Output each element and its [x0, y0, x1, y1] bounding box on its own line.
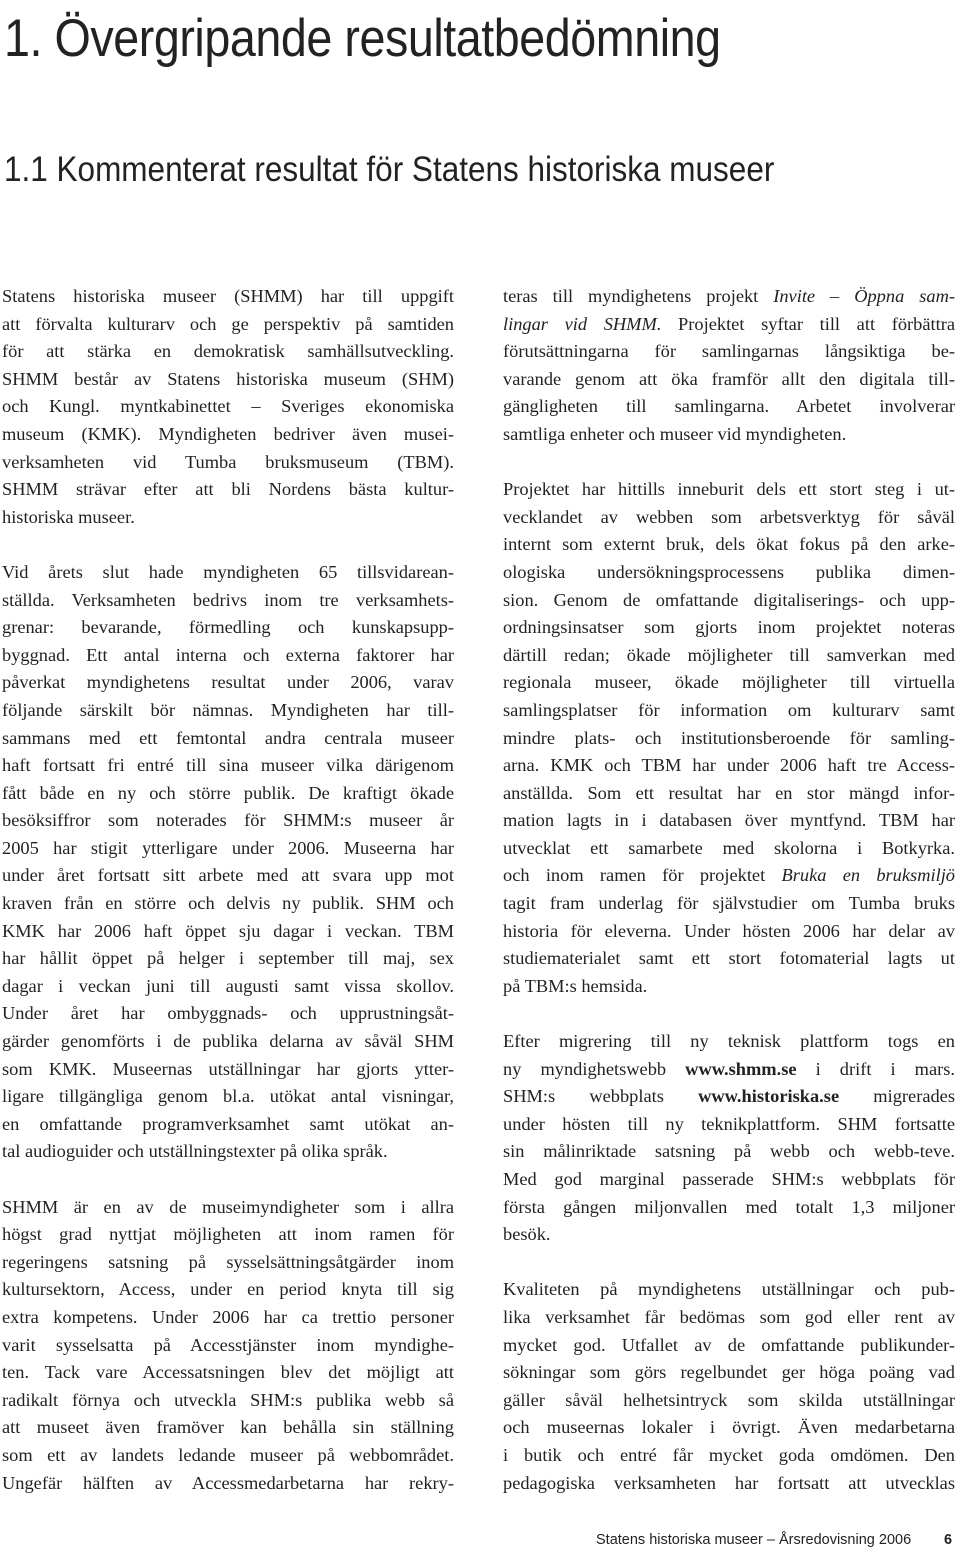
left-column [2, 283, 454, 1525]
page-footer [596, 1532, 956, 1548]
text-line: internt som externt bruk, dels ökat fokus på den arke- [503, 534, 955, 555]
text-line: historiska museer. [2, 506, 135, 527]
text-line: därtill redan; ökade möjligheter till samverkan med [503, 644, 955, 665]
text-line: gängligheten till samlingarna. Arbetet involverar [503, 396, 955, 417]
text-line: för att stärka en demokratisk samhällsutveckling. [2, 341, 454, 362]
footer-text: Statens historiska museer – Årsredovisning 2006 [596, 1532, 912, 1548]
text-line: har hållit öppet på helger i september till maj, sex [2, 948, 454, 969]
text-line: att förvalta kulturarv och ge perspektiv på samtiden [2, 313, 454, 334]
project-name: Bruka en bruksmiljö [781, 865, 955, 886]
text-line: förutsättningarna för samlingarnas långsiktiga be- [503, 341, 955, 362]
text-line: lingar vid SHMM. Projektet syftar till att förbättra [503, 313, 955, 334]
text-line: dagar i veckan juni till augusti samt vissa skollov. [2, 975, 454, 996]
text-line: följande särskilt bör nämnas. Myndigheten har till- [2, 699, 454, 720]
text-line: historia för eleverna. Under hösten 2006 har delar av [503, 920, 955, 941]
text-line: och inom ramen för projektet Bruka en bruksmiljö [503, 865, 955, 886]
right-column [503, 283, 955, 1525]
page-title: 1. Övergripande resultatbedömning [4, 9, 721, 68]
text-line: vecklandet av webben som arbetsverktyg för såväl [503, 506, 955, 527]
project-name: Invite – Öppna sam- [773, 286, 955, 306]
text-line: ställda. Verksamheten bedrivs inom tre verksamhets- [2, 589, 454, 610]
text-line: som ett av landets ledande museer på webbområdet. [2, 1444, 454, 1465]
url-shmm: www.shmm.se [685, 1058, 797, 1079]
text-line: haft fortsatt fri entré till sina museer vilka därigenom [2, 755, 454, 776]
text-line: KMK har 2006 haft öppet sju dagar i veckan. TBM [2, 920, 454, 941]
text-line: samtliga enheter och museer vid myndigheten. [503, 423, 847, 444]
text-line: mycket god. Utfallet av de omfattande publikunder- [503, 1334, 955, 1355]
text-line: som KMK. Museernas utställningar har gjorts ytter- [2, 1058, 454, 1079]
text-line: kultursektorn, Access, under en period knyta till sig [2, 1279, 454, 1300]
text-line: SHMM består av Statens historiska museum (SHM) [2, 368, 454, 389]
text-line: påverkat myndighetens resultat under 2006, varav [2, 672, 454, 693]
text-line: på TBM:s hemsida. [503, 975, 648, 996]
paragraph-intro [2, 283, 454, 531]
text-line: ologiska undersökningsprocessens publika dimen- [503, 561, 955, 582]
page-number: 6 [944, 1532, 953, 1548]
text-line: och museernas lokaler i övrigt. Även medarbetarna [503, 1417, 955, 1438]
text-line: under året fortsatt sitt arbete med att svara upp mot [2, 865, 454, 886]
url-historiska: www.historiska.se [698, 1086, 840, 1107]
text-line: och Kungl. myntkabinettet – Sveriges ekonomiska [2, 396, 454, 417]
text-line: Vid årets slut hade myndigheten 65 tillsvidarean- [2, 561, 454, 582]
paragraph-invite-project [503, 283, 955, 449]
text-line: SHMM strävar efter att bli Nordens bästa kultur- [2, 479, 454, 500]
text-line: ny myndighetswebb www.shmm.se i drift i mars. [503, 1058, 955, 1079]
text-line: radikalt förnya och utveckla SHM:s publika webb så [2, 1389, 454, 1410]
paragraph-access [2, 1194, 454, 1498]
text-line: ligare tillgängliga genom bl.a. utökat antal visningar, [2, 1086, 454, 1107]
text-line: byggnad. Ett antal interna och externa faktorer har [2, 644, 454, 665]
paragraph-web-migration [503, 1028, 955, 1249]
text-line: verksamheten vid Tumba bruksmuseum (TBM). [2, 451, 454, 472]
text-line: SHMM är en av de museimyndigheter som i allra [2, 1196, 454, 1217]
text-line: mation lagts in i databasen över myntfynd. TBM har [503, 810, 955, 831]
text-line: första gången miljonvallen med totalt 1,3 miljoner [503, 1196, 955, 1217]
text-line: varande genom att öka framför allt den digitala till- [503, 368, 955, 389]
section-heading: 1.1 Kommenterat resultat för Statens historiska museer [4, 150, 775, 189]
project-name: lingar vid SHMM. [503, 313, 662, 334]
paragraph-project-results [503, 476, 955, 1000]
paragraph-staff [2, 559, 454, 1166]
text-line: besök. [503, 1224, 551, 1245]
text-line: gärder genomförts i de publika delarna av såväl SHM [2, 1031, 454, 1052]
text-line: gäller såväl helhetsintryck som skilda utställningar [503, 1389, 955, 1410]
text-line: ten. Tack vare Accessatsningen blev det möjligt att [2, 1362, 454, 1383]
text-line: fått både en ny och större publik. De kraftigt ökade [2, 782, 454, 803]
text-line: teras till myndighetens projekt Invite – Öppna sam- [503, 286, 955, 306]
text-line: Med god marginal passerade SHM:s webbplats för [503, 1169, 955, 1189]
text-line: pedagogiska verksamheten har fortsatt att utvecklas [503, 1472, 955, 1493]
text-line: anställda. Som ett resultat har en stor mängd infor- [503, 782, 955, 803]
text-line: Under året har ombyggnads- och upprustningsåt- [2, 1003, 454, 1024]
text-line: extra kompetens. Under 2006 har ca trettio personer [2, 1306, 454, 1327]
text-line: besöksiffror som noterades för SHMM:s museer år [2, 810, 454, 831]
text-line: regionala museer, ökade möjligheter till virtuella [503, 672, 955, 693]
text-line: en omfattande programverksamhet samt utökat an- [2, 1113, 454, 1134]
text-line: studiematerialet samt ett stort fotomaterial lagts ut [503, 948, 955, 969]
text-line: mindre plats- och institutionsberoende för samling- [503, 727, 955, 748]
text-line: 2005 har stigit ytterligare under 2006. Museerna har [2, 837, 454, 858]
text-line: museum (KMK). Myndigheten bedriver även musei- [2, 423, 454, 444]
text-line: Statens historiska museer (SHMM) har till uppgift [2, 286, 454, 306]
text-line: regeringens satsning på sysselsättningsåtgärder inom [2, 1251, 454, 1272]
text-line: i butik och entré får mycket goda omdömen. Den [503, 1444, 955, 1465]
text-line: varit sysselsatta på Accesstjänster inom myndighe- [2, 1334, 454, 1355]
text-line: tagit fram underlag för självstudier om Tumba bruks [503, 893, 955, 914]
text-line: sion. Genom de omfattande digitaliserings- och upp- [503, 589, 955, 610]
paragraph-quality [503, 1276, 955, 1497]
text-line: Projektet har hittills inneburit dels ett stort steg i ut- [503, 479, 955, 500]
text-line: att museet även framöver kan behålla sin ställning [2, 1417, 454, 1438]
text-line: sökningar som görs regelbundet ger höga poäng vad [503, 1362, 955, 1383]
text-line: utvecklat ett samarbete med skolorna i Botkyrka. [503, 837, 955, 858]
text-line: tal audioguider och utställningstexter på olika språk. [2, 1141, 388, 1162]
text-line: sammans med ett femtontal andra centrala museer [2, 727, 454, 748]
text-line: högst grad nyttjat möjligheten att inom ramen för [2, 1224, 454, 1245]
text-line: lika verksamhet får bedömas som god eller rent av [503, 1306, 955, 1327]
text-line: ordningsinsatser som gjorts inom projektet noteras [503, 617, 955, 638]
text-line: arna. KMK och TBM har under 2006 haft tre Access- [503, 755, 955, 776]
text-line: SHM:s webbplats www.historiska.se migrerades [503, 1086, 955, 1107]
text-line: sin målinriktade satsning på webb och webb-teve. [503, 1141, 955, 1162]
text-line: Ungefär hälften av Accessmedarbetarna har rekry- [2, 1472, 454, 1493]
text-line: Efter migrering till ny teknisk plattform togs en [503, 1031, 955, 1052]
text-line: samlingsplatser för information om kulturarv samt [503, 699, 955, 720]
text-line: under hösten till ny teknikplattform. SHM fortsatte [503, 1113, 955, 1134]
text-line: kraven från en större och delvis ny publik. SHM och [2, 893, 454, 914]
text-line: Kvaliteten på myndighetens utställningar och pub- [503, 1279, 955, 1300]
text-line: grenar: bevarande, förmedling och kunskapsupp- [2, 617, 454, 638]
